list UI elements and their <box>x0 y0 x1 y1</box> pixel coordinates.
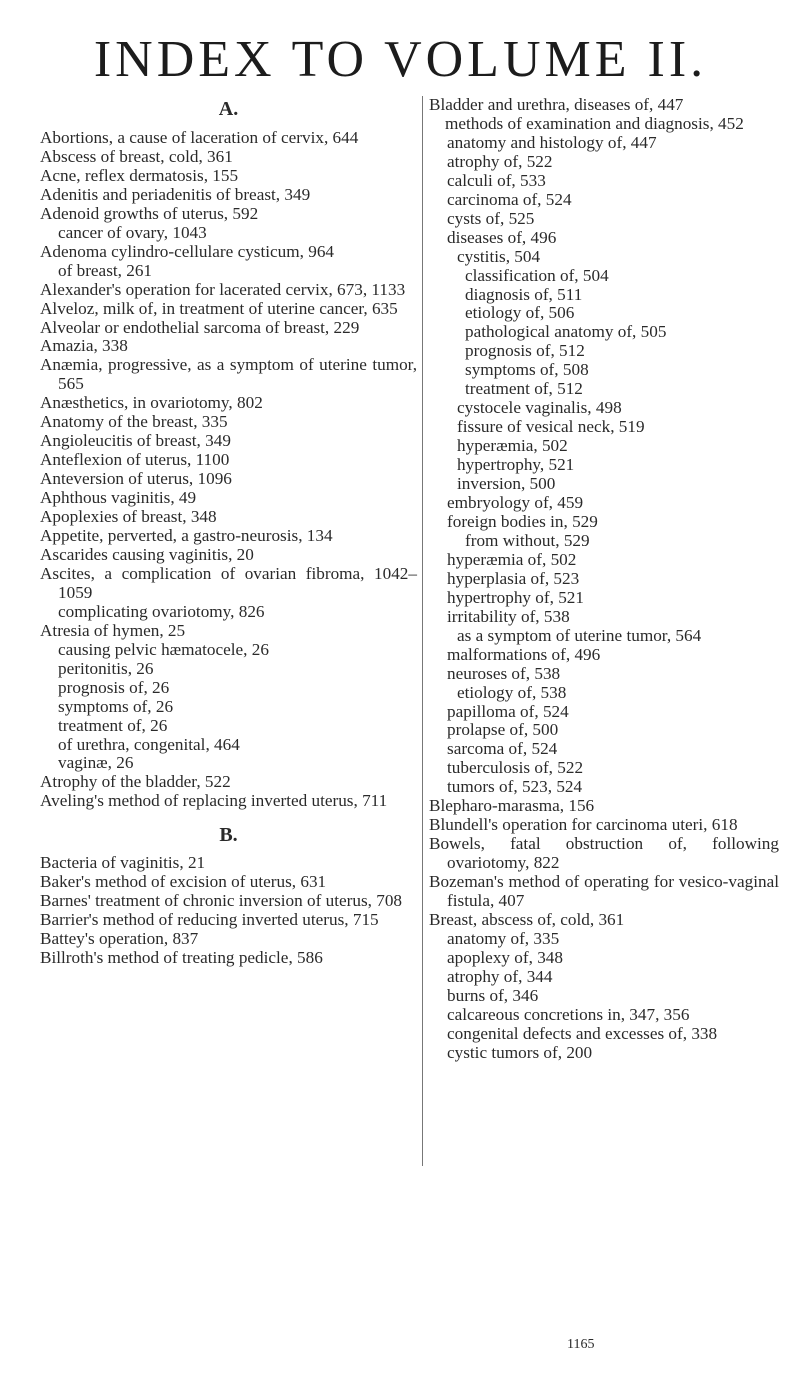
index-subentry: tumors of, 523, 524 <box>447 777 583 797</box>
index-subentry: burns of, 346 <box>447 985 539 1005</box>
index-entry: Baker's method of excision of uterus, 631 <box>40 872 327 892</box>
index-subentry: etiology of, 538 <box>457 682 567 702</box>
index-subentry: treatment of, 512 <box>465 379 583 399</box>
index-subentry: prolapse of, 500 <box>447 720 559 740</box>
index-entry: Atresia of hymen, 25 <box>40 620 186 640</box>
index-subentry: hypertrophy, 521 <box>457 455 575 475</box>
index-entry: Anteflexion of uterus, 1100 <box>40 450 230 470</box>
index-subentry: methods of examination and diagnosis, 452 <box>445 113 744 133</box>
index-entry: Adenitis and periadenitis of breast, 349 <box>40 184 311 204</box>
index-subentry: hyperæmia of, 502 <box>447 549 577 569</box>
index-subentry: symptoms of, 26 <box>58 696 174 716</box>
index-entry: Abscess of breast, cold, 361 <box>40 146 233 166</box>
index-subentry: from without, 529 <box>465 530 590 550</box>
section-heading-a: A. <box>218 98 239 120</box>
index-subentry: cancer of ovary, 1043 <box>58 222 207 242</box>
index-entry: Anæsthetics, in ovariotomy, 802 <box>40 393 263 413</box>
index-subentry: prognosis of, 512 <box>465 341 585 361</box>
index-subentry: embryology of, 459 <box>447 493 584 513</box>
index-subentry: prognosis of, 26 <box>58 677 170 697</box>
index-subentry: foreign bodies in, 529 <box>447 511 598 531</box>
index-entry: Blundell's operation for carcinoma uteri, 618 <box>429 815 738 835</box>
index-subentry: hypertrophy of, 521 <box>447 587 584 607</box>
index-entry: Apoplexies of breast, 348 <box>40 507 217 527</box>
page-title: INDEX TO VOLUME II. <box>93 31 708 88</box>
index-entry: Anteversion of uterus, 1096 <box>40 469 232 489</box>
index-subentry: of urethra, congenital, 464 <box>58 734 240 754</box>
index-entry: Alveloz, milk of, in treatment of uterine cancer, 635 <box>40 298 398 318</box>
index-subentry: atrophy of, 344 <box>447 966 553 986</box>
index-subentry: anatomy and histology of, 447 <box>447 132 657 152</box>
index-subentry: hyperæmia, 502 <box>457 436 568 456</box>
index-subentry: diagnosis of, 511 <box>465 284 583 304</box>
index-entry: Battey's operation, 837 <box>40 929 199 949</box>
index-column-right <box>429 96 779 1063</box>
index-subentry: vaginæ, 26 <box>58 753 134 773</box>
index-entry: Barrier's method of reducing inverted uterus, 715 <box>40 910 379 930</box>
index-subentry: sarcoma of, 524 <box>447 739 558 759</box>
index-subentry: complicating ovariotomy, 826 <box>58 601 265 621</box>
index-subentry: fissure of vesical neck, 519 <box>457 417 645 437</box>
index-subentry: classification of, 504 <box>465 265 609 285</box>
index-subentry: anatomy of, 335 <box>447 928 560 948</box>
index-entry: Alexander's operation for lacerated cervix, 673, 1133 <box>40 279 406 299</box>
index-column-left <box>40 96 417 968</box>
index-subentry: carcinoma of, 524 <box>447 189 572 209</box>
index-subentry: neuroses of, 538 <box>447 663 561 683</box>
index-entry: Angioleucitis of breast, 349 <box>40 431 231 451</box>
index-subentry: of breast, 261 <box>58 260 153 280</box>
column-divider <box>422 96 423 1166</box>
index-subentry: congenital defects and excesses of, 338 <box>447 1023 718 1043</box>
index-subentry: peritonitis, 26 <box>58 658 154 678</box>
index-subentry: calculi of, 533 <box>447 170 546 190</box>
index-entry: Billroth's method of treating pedicle, 586 <box>40 948 323 968</box>
index-subentry: pathological anatomy of, 505 <box>465 322 667 342</box>
index-entry: Barnes' treatment of chronic inversion of uterus, 708 <box>40 891 403 911</box>
index-entry: Aphthous vaginitis, 49 <box>40 488 197 508</box>
index-subentry: as a symptom of uterine tumor, 564 <box>457 625 702 645</box>
section-heading-b: B. <box>219 824 238 847</box>
index-subentry: calcareous concretions in, 347, 356 <box>447 1004 690 1024</box>
index-entry: Appetite, perverted, a gastro-neurosis, 134 <box>40 526 333 546</box>
index-entry: Ascites, a complication of ovarian fibroma, 1042–1059 <box>40 563 417 602</box>
index-entry: Anatomy of the breast, 335 <box>40 412 228 432</box>
index-entry: Aveling's method of replacing inverted uterus, 711 <box>40 791 388 811</box>
index-entry: Adenoid growths of uterus, 592 <box>40 203 259 223</box>
index-entry: Breast, abscess of, cold, 361 <box>429 909 625 929</box>
index-entry: Adenoma cylindro-cellulare cysticum, 964 <box>40 241 335 261</box>
index-entry: Amazia, 338 <box>40 336 128 356</box>
index-subentry: symptoms of, 508 <box>465 360 589 380</box>
index-entry: Acne, reflex dermatosis, 155 <box>40 165 239 185</box>
index-entry: Bladder and urethra, diseases of, 447 <box>429 95 684 114</box>
index-subentry: cysts of, 525 <box>447 208 535 228</box>
index-subentry: hyperplasia of, 523 <box>447 568 580 588</box>
index-entry: Bozeman's method of operating for vesico-vaginal fistula, 407 <box>429 872 779 911</box>
index-entry: Ascarides causing vaginitis, 20 <box>40 544 254 564</box>
index-subentry: treatment of, 26 <box>58 715 168 735</box>
index-subentry: diseases of, 496 <box>447 227 557 247</box>
index-subentry: malformations of, 496 <box>447 644 601 664</box>
index-subentry: irritability of, 538 <box>447 606 570 626</box>
index-entry: Abortions, a cause of laceration of cervix, 644 <box>40 128 359 147</box>
index-subentry: tuberculosis of, 522 <box>447 758 584 778</box>
index-entry: Blepharo-marasma, 156 <box>429 796 595 816</box>
index-entry: Anæmia, progressive, as a symptom of uterine tumor, 565 <box>40 355 417 394</box>
index-entry: Atrophy of the bladder, 522 <box>40 772 231 792</box>
index-entry: Bacteria of vaginitis, 21 <box>40 853 206 873</box>
index-subentry: papilloma of, 524 <box>447 701 569 721</box>
index-subentry: cystocele vaginalis, 498 <box>457 398 622 418</box>
index-subentry: cystitis, 504 <box>457 246 541 266</box>
index-subentry: inversion, 500 <box>457 474 556 494</box>
index-subentry: etiology of, 506 <box>465 303 575 323</box>
index-subentry: causing pelvic hæmatocele, 26 <box>58 639 269 659</box>
index-entry: Alveolar or endothelial sarcoma of breast, 229 <box>40 317 360 337</box>
index-subentry: cystic tumors of, 200 <box>447 1042 593 1062</box>
index-entry: Bowels, fatal obstruction of, following ovariotomy, 822 <box>429 834 779 873</box>
page-number: 1165 <box>567 1337 595 1352</box>
index-subentry: apoplexy of, 348 <box>447 947 563 967</box>
index-subentry: atrophy of, 522 <box>447 151 553 171</box>
